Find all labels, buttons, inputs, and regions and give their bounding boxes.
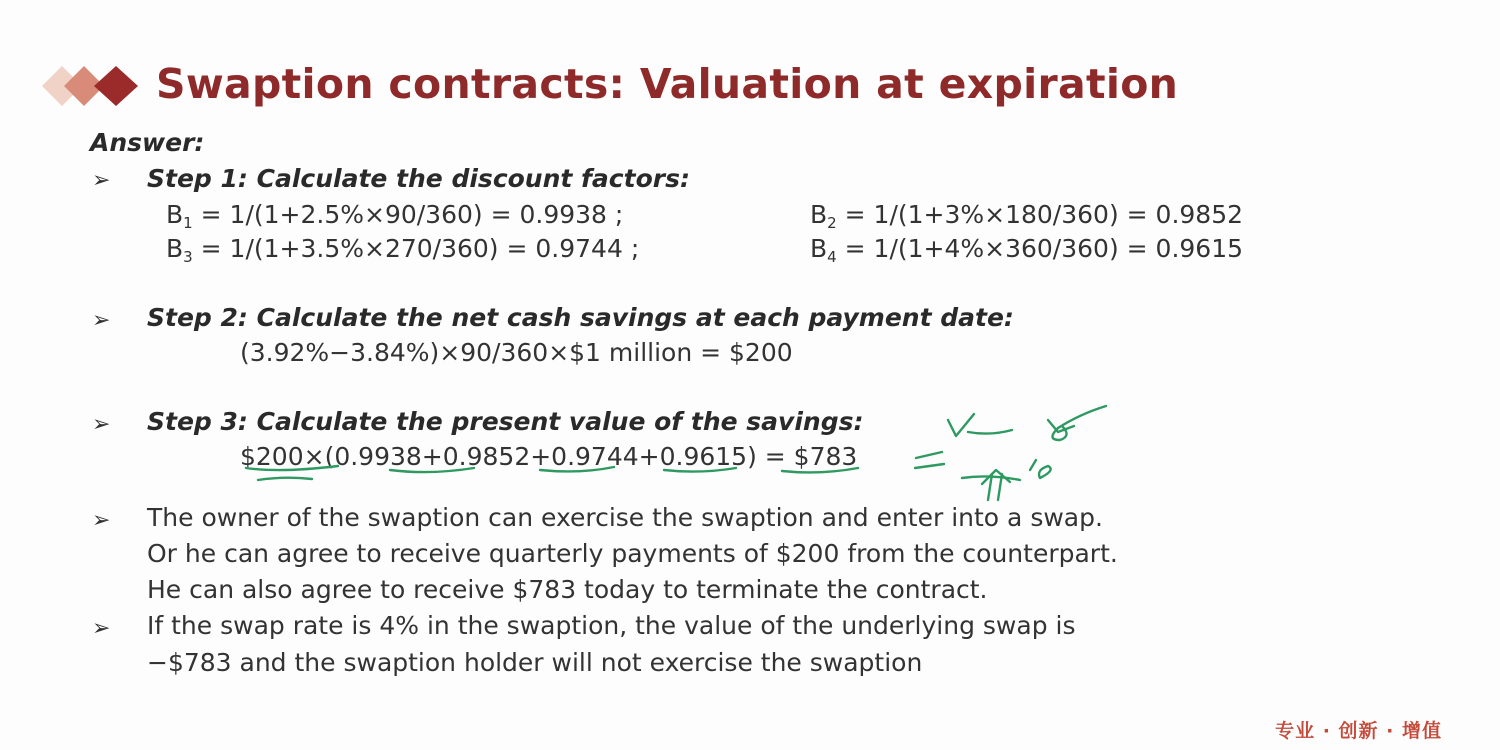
bullet-arrow-icon: ➢ <box>92 412 111 437</box>
bullet-arrow-icon: ➢ <box>92 168 111 193</box>
equation-b4: $B_4 = 1/(1+4\%\times 360/360) = 0.9615$ <box>810 234 1244 266</box>
swap-rate-line-1: If the swap rate is 4% in the swaption, the value of the underlying swap is <box>147 611 1076 640</box>
footer-slogan: 专业 · 创新 · 增值 <box>1275 720 1442 742</box>
step3-heading: Step 3: Calculate the present value of the savings: <box>147 407 864 436</box>
bullet-arrow-icon: ➢ <box>92 308 111 333</box>
answer-label: Answer: <box>90 128 205 157</box>
step2-heading: Step 2: Calculate the net cash savings at each payment date: <box>147 303 1014 332</box>
equation-b3: $B_3 = 1/(1+3.5\%\times 270/360) = 0.9744$ ; <box>166 234 640 266</box>
owner-line-1: The owner of the swaption can exercise the swaption and enter into a swap. <box>147 503 1103 532</box>
bullet-arrow-icon: ➢ <box>92 508 111 533</box>
equation-b2: $B_2 = 1/(1+3\%\times 180/360) = 0.9852$ <box>810 200 1244 232</box>
slide-title: Swaption contracts: Valuation at expiration <box>156 60 1179 108</box>
diamond-logo-icon <box>40 62 150 110</box>
equation-b1: $B_1 = 1/(1+2.5\%\times 90/360) = 0.9938$ ; <box>166 200 624 232</box>
step1-heading: Step 1: Calculate the discount factors: <box>147 164 690 193</box>
step3-expression: $200×(0.9938+0.9852+0.9744+0.9615) = $783 <box>240 442 858 471</box>
step2-expression: (3.92%−3.84%)×90/360×$1 million = $200 <box>240 338 793 367</box>
owner-line-3: He can also agree to receive $783 today to terminate the contract. <box>147 575 988 604</box>
bullet-arrow-icon: ➢ <box>92 616 111 641</box>
swap-rate-line-2: −$783 and the swaption holder will not exercise the swaption <box>147 648 923 677</box>
owner-line-2: Or he can agree to receive quarterly payments of $200 from the counterpart. <box>147 539 1118 568</box>
